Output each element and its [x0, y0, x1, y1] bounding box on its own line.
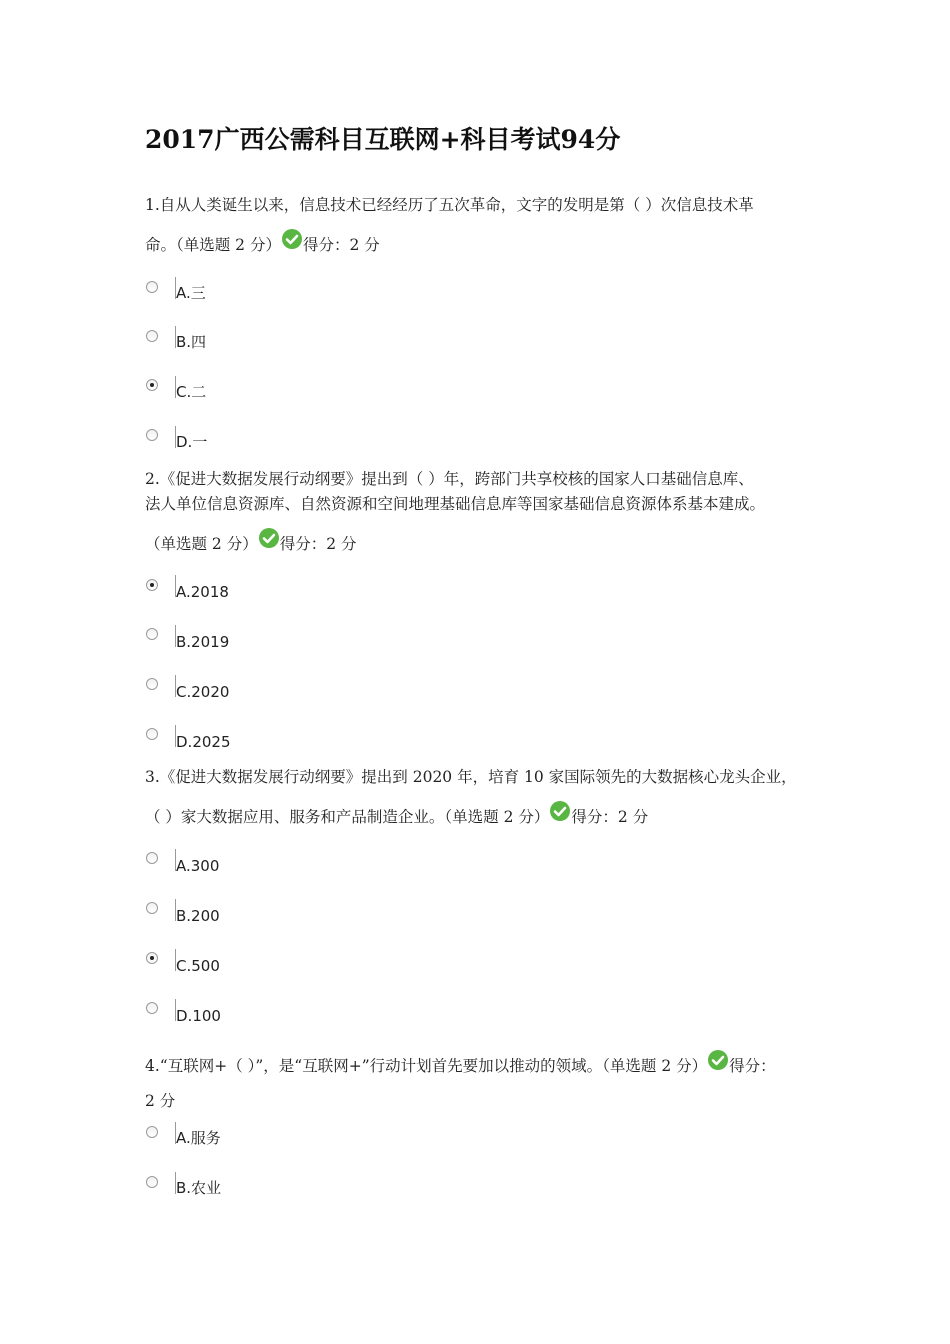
- option-1b[interactable]: [175, 326, 207, 351]
- radio-button-icon[interactable]: [146, 678, 158, 690]
- question-1-line-2: [145, 234, 380, 255]
- question-2-score: 得分：2 分: [279, 535, 357, 553]
- option-label: D.一: [176, 433, 208, 451]
- option-3b[interactable]: [175, 899, 220, 925]
- page-title: 2017广西公需科目互联网+科目考试94分: [145, 125, 621, 154]
- option-3c[interactable]: [175, 949, 220, 975]
- check-circle-icon: [550, 801, 570, 821]
- option-label: B.200: [176, 907, 220, 925]
- question-1-score: 得分：2 分: [302, 236, 380, 254]
- option-label: A.服务: [176, 1129, 221, 1147]
- question-4-score: 得分：: [729, 1057, 776, 1075]
- check-circle-icon: [259, 528, 279, 548]
- check-circle-icon: [708, 1050, 728, 1070]
- option-label: A.300: [176, 857, 220, 875]
- option-label: C.2020: [176, 683, 230, 701]
- option-1d[interactable]: [175, 426, 208, 451]
- option-label: C.500: [176, 957, 220, 975]
- option-2b[interactable]: [175, 625, 230, 651]
- question-3-score: 得分：2 分: [571, 808, 649, 826]
- radio-button-icon[interactable]: [146, 379, 158, 391]
- check-circle-icon: [282, 229, 302, 249]
- radio-button-icon[interactable]: [146, 1002, 158, 1014]
- radio-button-icon[interactable]: [146, 852, 158, 864]
- radio-button-icon[interactable]: [146, 579, 158, 591]
- question-3-line-1: 3.《促进大数据发展行动纲要》提出到 2020 年，培育 10 家国际领先的大数据核心龙头企业，: [145, 768, 797, 786]
- question-3-line-2: [145, 806, 648, 827]
- question-4-text: 4.“互联网+（ ）”，是“互联网+”行动计划首先要加以推动的领域。（单选题 2 分）: [145, 1057, 708, 1075]
- question-1-type: 命。（单选题 2 分）: [145, 236, 281, 254]
- option-label: B.四: [176, 333, 207, 351]
- radio-button-icon[interactable]: [146, 952, 158, 964]
- option-label: B.2019: [176, 633, 230, 651]
- question-4-line-1: [145, 1055, 776, 1076]
- option-label: C.二: [176, 383, 207, 401]
- option-3a[interactable]: [175, 849, 220, 875]
- question-1-line-1: 1.自从人类诞生以来，信息技术已经经历了五次革命，文字的发明是第（ ）次信息技术革: [145, 196, 754, 214]
- radio-button-icon[interactable]: [146, 728, 158, 740]
- question-2-line-2: 法人单位信息资源库、自然资源和空间地理基础信息库等国家基础信息资源体系基本建成。: [145, 495, 766, 513]
- question-3-type: （ ）家大数据应用、服务和产品制造企业。（单选题 2 分）: [145, 808, 550, 826]
- option-4b[interactable]: [175, 1172, 222, 1197]
- radio-button-icon[interactable]: [146, 628, 158, 640]
- radio-button-icon[interactable]: [146, 1176, 158, 1188]
- question-2-line-3: [145, 533, 357, 554]
- question-2-line-1: 2.《促进大数据发展行动纲要》提出到（ ）年，跨部门共享校核的国家人口基础信息库、: [145, 470, 754, 488]
- radio-button-icon[interactable]: [146, 429, 158, 441]
- option-1a[interactable]: [175, 277, 206, 302]
- question-2-type: （单选题 2 分）: [145, 535, 258, 553]
- radio-button-icon[interactable]: [146, 281, 158, 293]
- option-1c[interactable]: [175, 376, 207, 401]
- option-label: A.三: [176, 284, 206, 302]
- option-label: B.农业: [176, 1179, 222, 1197]
- option-3d[interactable]: [175, 999, 221, 1025]
- radio-button-icon[interactable]: [146, 1126, 158, 1138]
- option-label: D.100: [176, 1007, 221, 1025]
- option-2c[interactable]: [175, 675, 230, 701]
- question-4-score-tail: 2 分: [145, 1092, 176, 1110]
- option-label: D.2025: [176, 733, 231, 751]
- radio-button-icon[interactable]: [146, 330, 158, 342]
- option-label: A.2018: [176, 583, 229, 601]
- option-2a[interactable]: [175, 575, 229, 601]
- option-2d[interactable]: [175, 725, 231, 751]
- option-4a[interactable]: [175, 1122, 221, 1147]
- radio-button-icon[interactable]: [146, 902, 158, 914]
